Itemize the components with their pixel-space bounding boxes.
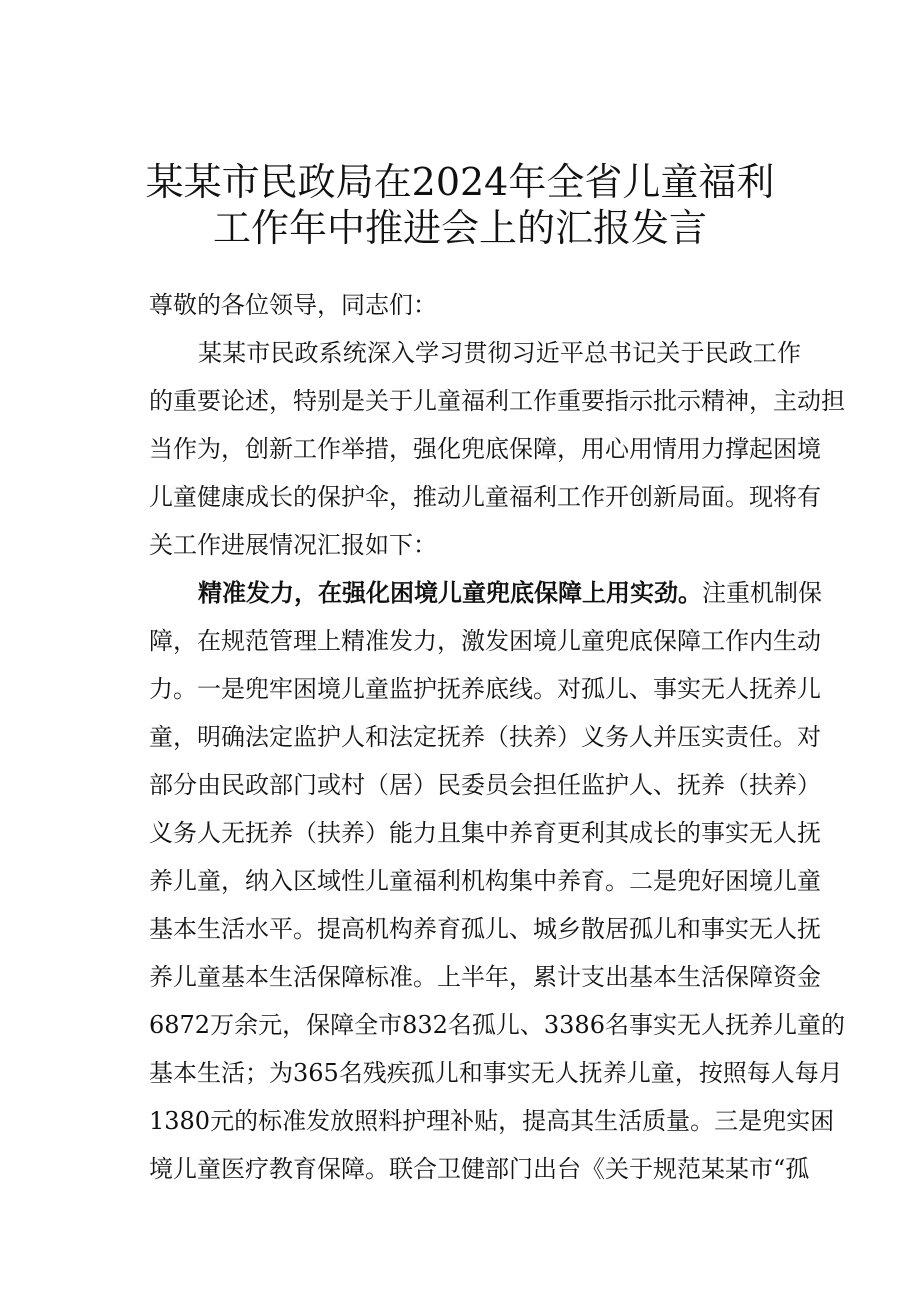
paragraph-2-line-1-rest: 注重机制保 (702, 579, 822, 607)
paragraph-2-line-4: 童，明确法定监护人和法定抚养（扶养）义务人并压实责任。对 (149, 723, 821, 751)
paragraph-2-line-10: 6872万余元，保障全市832名孤儿、3386名事实无人抚养儿童的 (149, 1011, 845, 1039)
paragraph-2-line-11: 基本生活；为365名残疾孤儿和事实无人抚养儿童，按照每人每月 (149, 1059, 843, 1087)
paragraph-2-line-1 (198, 573, 822, 613)
paragraph-1-line-5: 关工作进展情况汇报如下： (149, 531, 437, 559)
salutation: 尊敬的各位领导，同志们： (149, 291, 437, 319)
paragraph-1-line-2: 的重要论述，特别是关于儿童福利工作重要指示批示精神，主动担 (149, 387, 845, 415)
paragraph-2-line-9: 养儿童基本生活保障标准。上半年，累计支出基本生活保障资金 (149, 963, 821, 991)
paragraph-2-line-7: 养儿童，纳入区域性儿童福利机构集中养育。二是兜好困境儿童 (149, 867, 821, 895)
document-title-line-1: 某某市民政局在2024年全省儿童福利 (145, 160, 775, 204)
document-title-line-2: 工作年中推进会上的汇报发言 (212, 206, 707, 250)
paragraph-1-line-4: 儿童健康成长的保护伞，推动儿童福利工作开创新局面。现将有 (149, 483, 821, 511)
paragraph-1-line-1: 某某市民政系统深入学习贯彻习近平总书记关于民政工作 (198, 339, 801, 367)
paragraph-2-line-3: 力。一是兜牢困境儿童监护抚养底线。对孤儿、事实无人抚养儿 (149, 675, 821, 703)
paragraph-2-line-2: 障，在规范管理上精准发力，激发困境儿童兜底保障工作内生动 (149, 627, 821, 655)
paragraph-2-line-13: 境儿童医疗教育保障。联合卫健部门出台《关于规范某某市“孤 (149, 1155, 810, 1183)
paragraph-2-line-6: 义务人无抚养（扶养）能力且集中养育更利其成长的事实无人抚 (149, 819, 821, 847)
paragraph-2-line-5: 部分由民政部门或村（居）民委员会担任监护人、抚养（扶养） (149, 771, 821, 799)
paragraph-1-line-3: 当作为，创新工作举措，强化兜底保障，用心用情用力撑起困境 (149, 435, 821, 463)
paragraph-2-line-12: 1380元的标准发放照料护理补贴，提高其生活质量。三是兜实困 (149, 1107, 835, 1135)
paragraph-2-heading: 精准发力，在强化困境儿童兜底保障上用实劲。 (198, 578, 702, 607)
paragraph-2-line-8: 基本生活水平。提高机构养育孤儿、城乡散居孤儿和事实无人抚 (149, 915, 821, 943)
